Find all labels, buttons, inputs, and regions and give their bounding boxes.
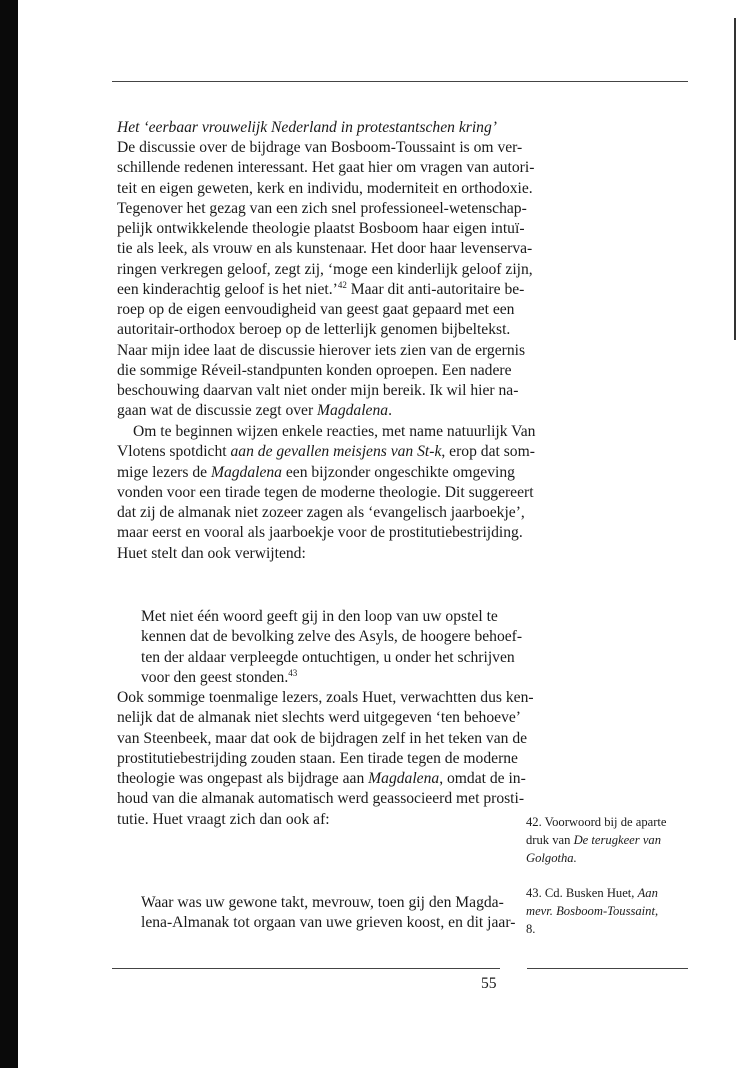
scan-edge-line xyxy=(734,18,736,340)
text-segment: aan de gevallen meisjens van St-k xyxy=(230,443,442,461)
text-segment: een kinderachtig geloof is het niet.’ xyxy=(117,280,338,298)
text-segment: Vlotens spotdicht xyxy=(117,443,231,461)
text-line xyxy=(117,789,525,809)
text-segment: tutie. Huet vraagt zich dan ook af: xyxy=(117,810,330,828)
text-line xyxy=(141,913,516,933)
text-line xyxy=(117,463,515,483)
text-line xyxy=(117,118,501,138)
text-line xyxy=(526,884,694,902)
text-segment: , xyxy=(654,904,659,918)
text-line xyxy=(526,902,694,920)
text-line xyxy=(526,849,694,867)
text-line xyxy=(117,729,528,749)
footnote-reference: 43 xyxy=(288,667,298,678)
text-segment: een bijzonder ongeschikte omgeving xyxy=(281,463,515,481)
text-segment: mige lezers de xyxy=(117,463,211,481)
text-segment: beschouwing daarvan valt niet onder mijn bereik. Ik wil hier na- xyxy=(117,382,519,400)
text-line xyxy=(117,179,533,199)
text-line xyxy=(141,607,498,627)
footer-rule-main xyxy=(112,968,500,969)
text-segment: prostitutiebestrijding zouden staan. Een tirade tegen de moderne xyxy=(117,749,518,767)
text-line xyxy=(117,219,525,239)
paragraph-3 xyxy=(117,688,534,830)
text-segment: Aan xyxy=(637,886,658,900)
text-line xyxy=(526,813,694,831)
text-line xyxy=(141,648,515,668)
text-segment: vonden voor een tirade tegen de moderne theologie. Dit suggereert xyxy=(117,483,534,501)
text-line xyxy=(117,239,533,259)
text-segment: die sommige Réveil-standpunten konden oproepen. Een nadere xyxy=(117,361,512,379)
text-segment: pelijk ontwikkelende theologie plaatst Bosboom haar eigen intuï- xyxy=(117,220,525,238)
header-rule xyxy=(112,81,688,82)
text-segment: lena-Almanak tot orgaan van uwe grieven koost, en dit jaar- xyxy=(141,914,516,932)
text-line xyxy=(117,381,519,401)
text-segment: druk van xyxy=(526,833,574,847)
text-line xyxy=(117,260,533,280)
text-segment: mevr. Bosboom-Toussaint xyxy=(526,904,655,918)
text-segment: maar eerst en vooral als jaarboekje voor de prostitutiebestrijding. xyxy=(117,524,523,542)
text-line xyxy=(117,279,525,300)
text-segment: tie als leek, als vrouw en als kunstenaar. Het door haar levenserva- xyxy=(117,240,533,258)
text-line xyxy=(117,503,525,523)
text-segment: autoritair-orthodox beroep op de letterlijk genomen bijbeltekst. xyxy=(117,321,511,339)
text-segment: Golgotha. xyxy=(526,851,577,865)
page-number: 55 xyxy=(481,975,497,992)
text-segment: van Steenbeek, maar dat ook de bijdragen zelf in het teken van de xyxy=(117,729,528,747)
text-line xyxy=(117,688,534,708)
text-line xyxy=(117,544,501,564)
text-segment: De terugkeer van xyxy=(573,833,661,847)
block-quote-1 xyxy=(141,607,523,688)
text-segment: Naar mijn idee laat de discussie hierover iets zien van de ergernis xyxy=(117,341,526,359)
text-line xyxy=(117,300,515,320)
text-line xyxy=(526,831,694,849)
text-line xyxy=(141,627,523,647)
scan-edge-bar xyxy=(0,0,18,1068)
text-segment: Ook sommige toenmalige lezers, zoals Huet, verwachtten dus ken- xyxy=(117,689,534,706)
text-segment: ringen verkregen geloof, zegt zij, ‘moge een kinderlijk geloof zijn, xyxy=(117,260,533,278)
footer-rule-margin xyxy=(527,968,688,969)
text-segment: gaan wat de discussie zegt over xyxy=(117,402,318,420)
text-segment: dat zij de almanak niet zozeer zagen als ‘evangelisch jaarboekje’, xyxy=(117,504,525,522)
text-segment: Magdalena xyxy=(210,463,282,481)
block-quote-2 xyxy=(141,893,516,934)
text-segment: , erop dat som- xyxy=(441,443,535,461)
text-line xyxy=(117,523,523,543)
text-line xyxy=(117,199,527,219)
text-segment: Het ‘eerbaar vrouwelijk Nederland in protestantschen kring’ xyxy=(117,119,497,136)
text-line xyxy=(117,708,521,728)
text-segment: theologie was ongepast als bijdrage aan xyxy=(117,770,369,788)
text-line xyxy=(141,668,465,688)
text-line xyxy=(117,442,535,462)
paragraph-1 xyxy=(117,138,535,422)
text-segment: Maar dit anti-autoritaire be- xyxy=(346,280,525,298)
text-segment: Huet stelt dan ook verwijtend: xyxy=(117,544,306,562)
text-line xyxy=(117,422,536,442)
text-line xyxy=(117,810,501,830)
text-segment: . xyxy=(388,402,392,420)
text-line xyxy=(117,320,511,340)
section-heading xyxy=(117,118,501,138)
text-segment: ten der aldaar verpleegde ontuchtigen, u onder het schrijven xyxy=(141,648,515,666)
footnote-42 xyxy=(526,813,694,867)
text-segment: Magdalena xyxy=(317,402,389,420)
text-segment: houd van die almanak automatisch werd geassocieerd met prosti- xyxy=(117,790,525,808)
text-line xyxy=(526,920,694,938)
text-segment: voor den geest stonden. xyxy=(141,668,289,686)
text-segment: teit en eigen geweten, kerk en individu, moderniteit en orthodoxie. xyxy=(117,179,533,197)
text-segment: Tegenover het gezag van een zich snel professioneel-wetenschap- xyxy=(117,199,527,217)
text-segment: De discussie over de bijdrage van Bosboom-Toussaint is om ver- xyxy=(117,139,523,156)
text-line xyxy=(117,361,512,381)
text-line xyxy=(117,483,534,503)
text-segment: nelijk dat de almanak niet slechts werd uitgegeven ‘ten behoeve’ xyxy=(117,709,521,727)
text-line xyxy=(117,749,518,769)
text-segment: Met niet één woord geeft gij in den loop van uw opstel te xyxy=(141,608,498,625)
text-segment: 43. Cd. Busken Huet, xyxy=(526,886,638,900)
text-segment: Magdalena xyxy=(368,770,440,788)
text-line xyxy=(117,401,501,421)
text-line xyxy=(117,769,526,789)
text-segment: Waar was uw gewone takt, mevrouw, toen gij den Magda- xyxy=(141,894,504,911)
text-line xyxy=(117,341,526,361)
text-segment: kennen dat de bevolking zelve des Asyls, de hoogere behoef- xyxy=(141,628,523,646)
text-segment: 8. xyxy=(526,922,536,936)
text-segment: schillende redenen interessant. Het gaat hier om vragen van autori- xyxy=(117,159,535,177)
paragraph-2 xyxy=(117,422,536,564)
text-segment: roep op de eigen eenvoudigheid van geest gaat gepaard met een xyxy=(117,301,515,319)
text-segment: Om te beginnen wijzen enkele reacties, met name natuurlijk Van xyxy=(133,423,536,440)
text-segment: 42. Voorwoord bij de aparte xyxy=(526,815,667,829)
text-line xyxy=(117,158,535,178)
footnote-reference: 42 xyxy=(337,279,347,290)
text-segment: , omdat de in- xyxy=(439,770,526,788)
footnote-43 xyxy=(526,884,694,938)
text-line xyxy=(141,893,504,913)
text-line xyxy=(117,138,523,158)
